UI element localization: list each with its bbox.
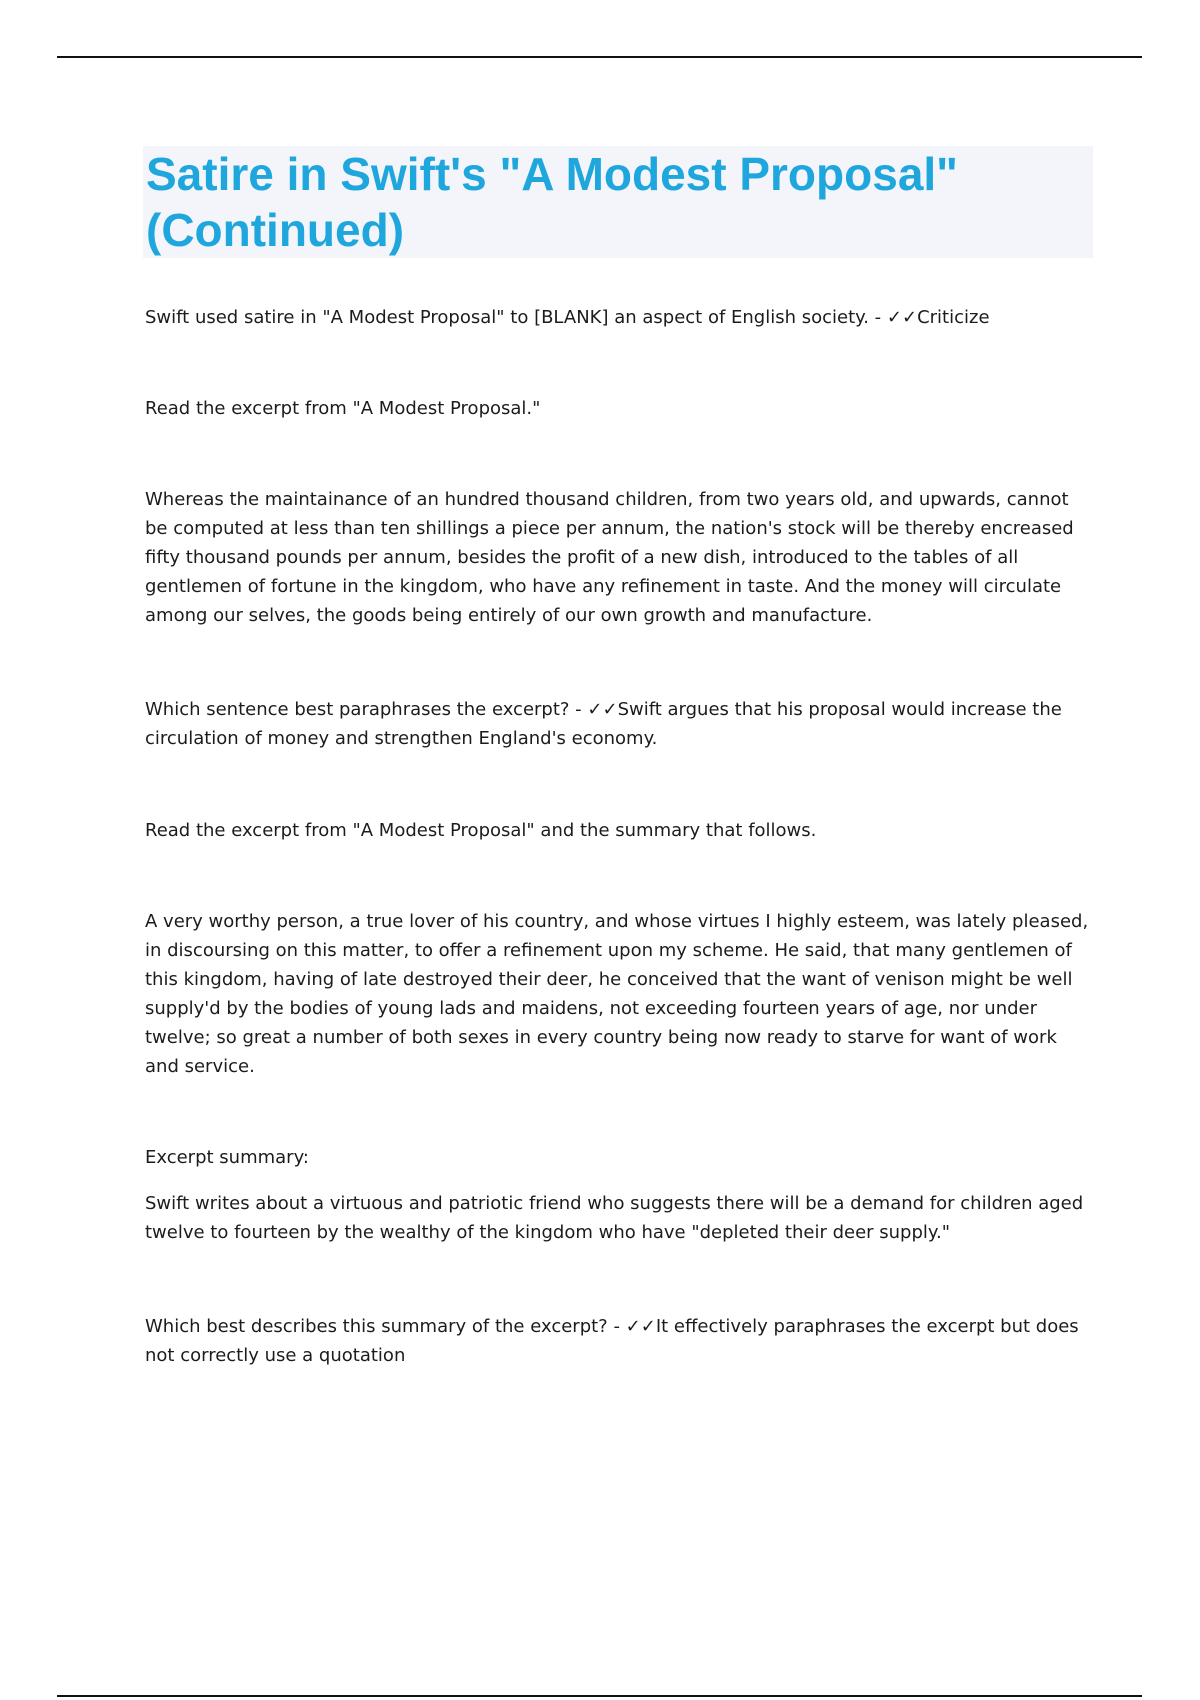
summary-text: Swift writes about a virtuous and patriotic friend who suggests there will be a demand for children aged twelve to fourteen by the wealthy of the kingdom who have "depleted their deer supply.": [145, 1193, 1084, 1243]
excerpt-2: A very worthy person, a true lover of his country, and whose virtues I highly esteem, was lately pleased, in discoursing on this matter, to offer a refinement upon my scheme. He said, that many gentlemen of this kingdom, having of late destroyed their deer, he conceived that the want of venison might be well supply'd by the bodies of young lads and maidens, not exceeding fourteen years of age, nor under twelve; so great a number of both sexes in every country being now ready to starve for want of work and service.: [145, 911, 1089, 1077]
checkmark-icon: ✓✓: [625, 1316, 656, 1337]
checkmark-icon: ✓✓: [886, 307, 918, 328]
summary-label: Excerpt summary:: [145, 1147, 309, 1168]
question-2: [145, 695, 1095, 753]
question-3-answer: It effectively paraphrases the excerpt but does not correctly use a quotation: [145, 1316, 1079, 1366]
question-2-answer: Swift argues that his proposal would increase the circulation of money and strengthen England's economy.: [145, 699, 1062, 749]
top-rule: [57, 56, 1142, 58]
question-1-answer: Criticize: [917, 307, 990, 328]
excerpt-intro-2: Read the excerpt from "A Modest Proposal" and the summary that follows.: [145, 820, 817, 841]
question-1: [145, 303, 1095, 332]
checkmark-icon: ✓✓: [587, 699, 618, 720]
question-3: [145, 1312, 1095, 1370]
question-1-prompt: Swift used satire in "A Modest Proposal" to [BLANK] an aspect of English society. -: [145, 307, 887, 328]
excerpt-intro-1: Read the excerpt from "A Modest Proposal.": [145, 398, 541, 419]
bottom-rule: [57, 1695, 1142, 1697]
excerpt-1: Whereas the maintainance of an hundred thousand children, from two years old, and upwards, cannot be computed at less than ten shillings a piece per annum, the nation's stock will be thereby encreased fifty thousand pounds per annum, besides the profit of a new dish, introduced to the tables of all gentlemen of fortune in the kingdom, who have any refinement in taste. And the money will circulate among our selves, the goods being entirely of our own growth and manufacture.: [145, 489, 1074, 626]
page-title: Satire in Swift's "A Modest Proposal" (Continued): [146, 148, 958, 256]
question-3-prompt: Which best describes this summary of the excerpt? -: [145, 1316, 626, 1337]
question-2-prompt: Which sentence best paraphrases the excerpt? -: [145, 699, 588, 720]
